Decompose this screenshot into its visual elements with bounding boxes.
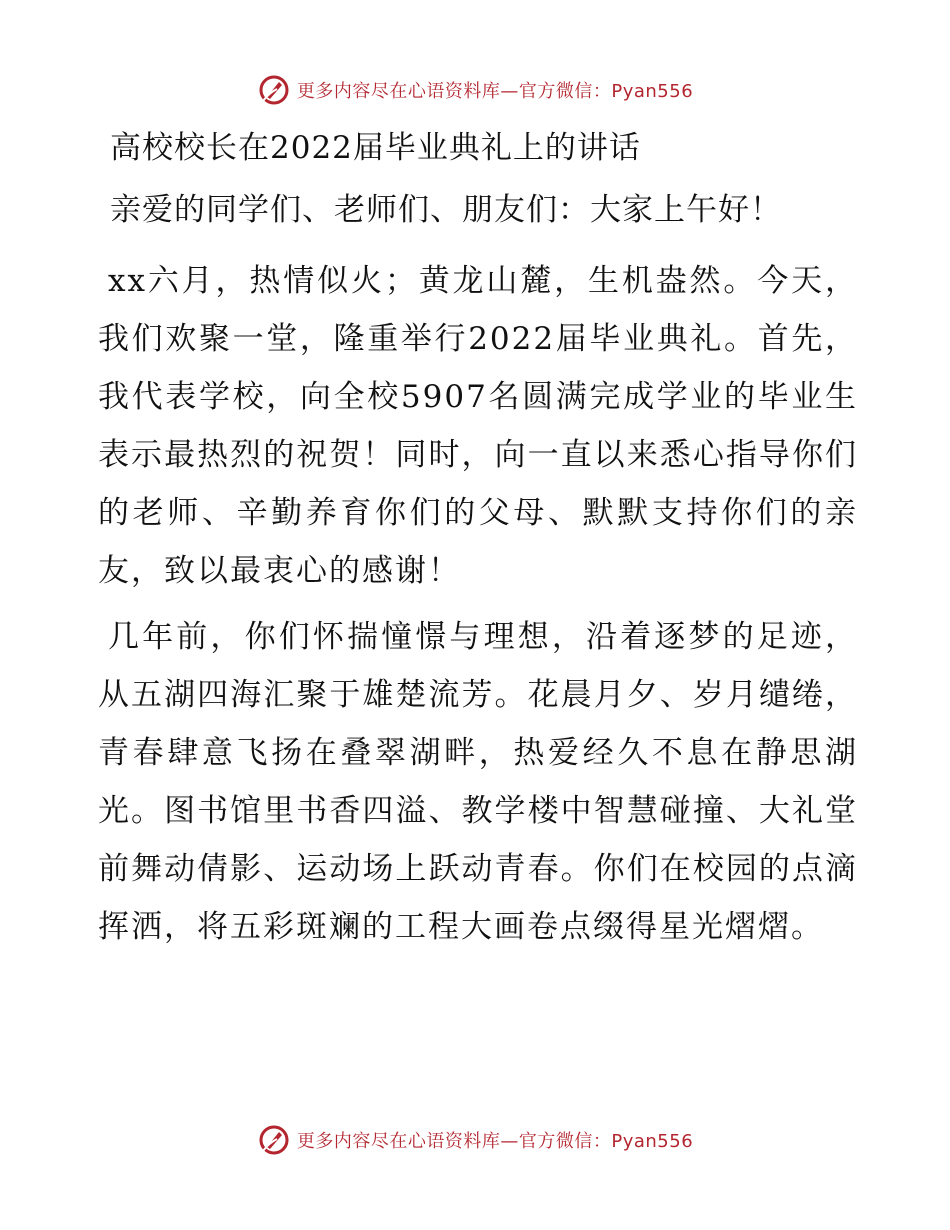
paragraph-1: xx六月，热情似火；黄龙山麓，生机盎然。今天，我们欢聚一堂，隆重举行2022届毕业典礼。首先，我代表学校，向全校5907名圆满完成学业的毕业生表示最热烈的祝贺！同时，向一直以来悉心指导你们的老师、辛勤养育你们的父母、默默支持你们的亲友，致以最衷心的感谢！ — [98, 263, 858, 589]
greeting-line: 亲爱的同学们、老师们、朋友们：大家上午好！ — [110, 192, 782, 228]
quill-logo-icon — [257, 73, 291, 107]
quill-logo-icon — [257, 1123, 291, 1157]
paragraph-2: 几年前，你们怀揣憧憬与理想，沿着逐梦的足迹，从五湖四海汇聚于雄楚流芳。花晨月夕、岁月缱绻，青春肆意飞扬在叠翠湖畔，热爱经久不息在静思湖光。图书馆里书香四溢、教学楼中智慧碰撞、大礼堂前舞动倩影、运动场上跃动青春。你们在校园的点滴挥洒，将五彩斑斓的工程大画卷点缀得星光熠熠。 — [98, 619, 858, 945]
watermark-text: 更多内容尽在心语资料库—官方微信：Pyan556 — [296, 81, 694, 102]
document-title: 高校校长在2022届毕业典礼上的讲话 — [110, 130, 641, 166]
footer-watermark — [0, 1120, 950, 1160]
header-watermark — [0, 70, 950, 110]
document-body — [98, 124, 858, 964]
watermark-text: 更多内容尽在心语资料库—官方微信：Pyan556 — [296, 1131, 694, 1152]
